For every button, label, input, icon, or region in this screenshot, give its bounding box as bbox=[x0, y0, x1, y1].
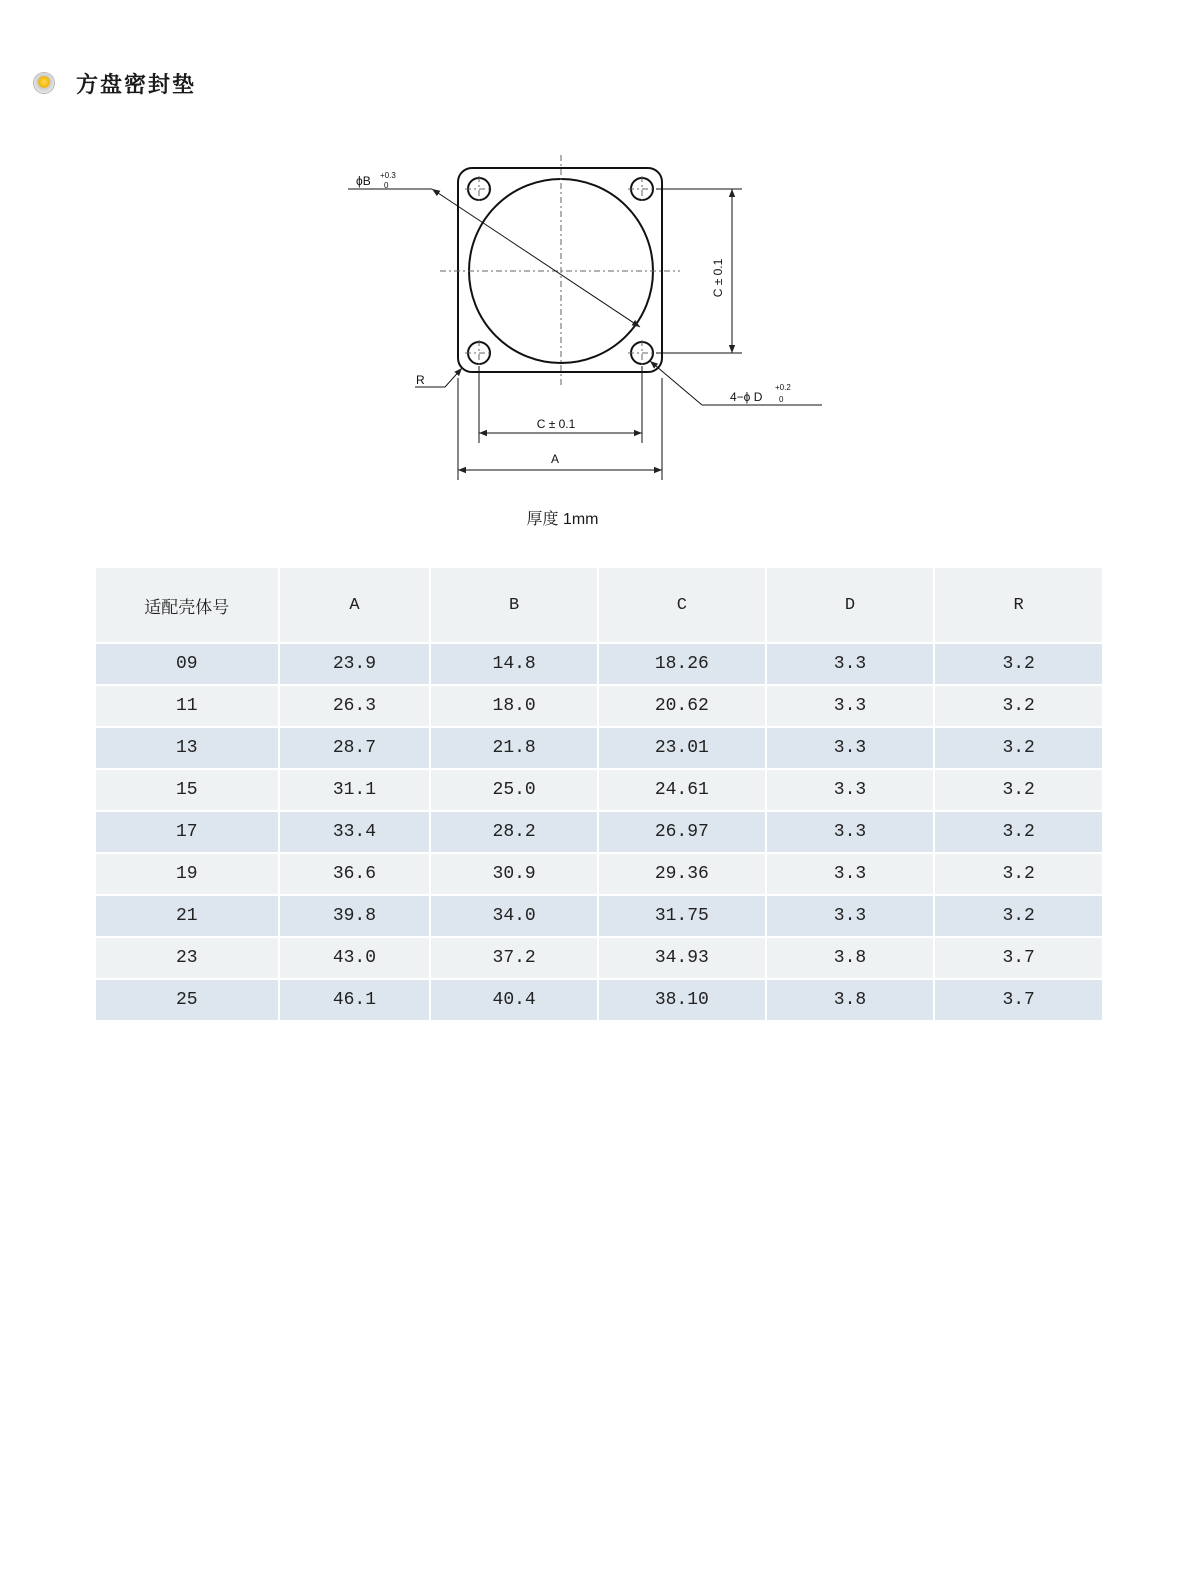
label-holes: 4−ϕ D bbox=[730, 390, 763, 404]
gasket-outline bbox=[458, 168, 662, 372]
table-cell: 3.8 bbox=[767, 938, 934, 978]
table-cell: 3.3 bbox=[767, 728, 934, 768]
section-header bbox=[34, 66, 196, 100]
table-cell: 3.7 bbox=[935, 980, 1102, 1020]
table-cell: 3.3 bbox=[767, 854, 934, 894]
table-cell: 3.3 bbox=[767, 812, 934, 852]
table-cell: 3.7 bbox=[935, 938, 1102, 978]
thickness-note: 厚度 1mm bbox=[526, 511, 599, 528]
table-cell: 3.2 bbox=[935, 728, 1102, 768]
table-cell: 34.93 bbox=[599, 938, 765, 978]
table-cell: 39.8 bbox=[280, 896, 430, 936]
tol-d-upper: +0.2 bbox=[775, 383, 791, 392]
spec-table bbox=[94, 566, 1104, 1022]
column-header: D bbox=[767, 568, 934, 642]
table-cell: 28.7 bbox=[280, 728, 430, 768]
center-lines bbox=[440, 155, 680, 388]
table-header-row bbox=[96, 568, 1102, 642]
section-title: 方盘密封垫 bbox=[76, 71, 197, 97]
label-r: R bbox=[416, 373, 425, 387]
gasket-drawing bbox=[330, 140, 830, 490]
table-cell: 3.3 bbox=[767, 770, 934, 810]
table-cell: 14.8 bbox=[431, 644, 597, 684]
table-cell: 38.10 bbox=[599, 980, 765, 1020]
table-cell: 37.2 bbox=[431, 938, 597, 978]
table-cell: 23 bbox=[96, 938, 278, 978]
table-cell: 18.0 bbox=[431, 686, 597, 726]
table-cell: 28.2 bbox=[431, 812, 597, 852]
table-cell: 3.2 bbox=[935, 896, 1102, 936]
table-row bbox=[96, 812, 1102, 852]
table-cell: 3.2 bbox=[935, 854, 1102, 894]
table-row bbox=[96, 938, 1102, 978]
table-cell: 15 bbox=[96, 770, 278, 810]
table-row bbox=[96, 644, 1102, 684]
table-cell: 11 bbox=[96, 686, 278, 726]
column-header: C bbox=[599, 568, 765, 642]
table-cell: 20.62 bbox=[599, 686, 765, 726]
column-header: 适配壳体号 bbox=[96, 568, 278, 642]
label-a: A bbox=[550, 452, 560, 466]
table-cell: 25.0 bbox=[431, 770, 597, 810]
table-cell: 3.8 bbox=[767, 980, 934, 1020]
table-row bbox=[96, 896, 1102, 936]
table-cell: 09 bbox=[96, 644, 278, 684]
table-cell: 17 bbox=[96, 812, 278, 852]
label-c-horizontal: C ± 0.1 bbox=[536, 417, 576, 431]
table-cell: 36.6 bbox=[280, 854, 430, 894]
table-cell: 18.26 bbox=[599, 644, 765, 684]
radio-bullet-icon bbox=[34, 73, 54, 93]
label-phi-b: ϕB bbox=[356, 174, 371, 188]
table-cell: 46.1 bbox=[280, 980, 430, 1020]
table-cell: 24.61 bbox=[599, 770, 765, 810]
tol-b-upper: +0.3 bbox=[380, 171, 396, 180]
table-row bbox=[96, 728, 1102, 768]
column-header: R bbox=[935, 568, 1102, 642]
table-cell: 19 bbox=[96, 854, 278, 894]
label-c-vertical: C ± 0.1 bbox=[711, 258, 725, 298]
table-row bbox=[96, 854, 1102, 894]
table-cell: 31.1 bbox=[280, 770, 430, 810]
table-cell: 29.36 bbox=[599, 854, 765, 894]
table-cell: 26.3 bbox=[280, 686, 430, 726]
table-row bbox=[96, 980, 1102, 1020]
dim-c-horizontal bbox=[479, 366, 642, 443]
table-cell: 21.8 bbox=[431, 728, 597, 768]
table-cell: 43.0 bbox=[280, 938, 430, 978]
table-cell: 25 bbox=[96, 980, 278, 1020]
table-cell: 3.2 bbox=[935, 686, 1102, 726]
table-cell: 31.75 bbox=[599, 896, 765, 936]
table-cell: 23.01 bbox=[599, 728, 765, 768]
column-header: B bbox=[431, 568, 597, 642]
table-cell: 33.4 bbox=[280, 812, 430, 852]
column-header: A bbox=[280, 568, 430, 642]
table-cell: 34.0 bbox=[431, 896, 597, 936]
table-cell: 21 bbox=[96, 896, 278, 936]
dim-b bbox=[348, 189, 640, 327]
tol-d-lower: 0 bbox=[779, 395, 784, 404]
table-cell: 3.2 bbox=[935, 812, 1102, 852]
table-cell: 3.2 bbox=[935, 770, 1102, 810]
table-cell: 26.97 bbox=[599, 812, 765, 852]
table-cell: 3.3 bbox=[767, 686, 934, 726]
table-cell: 23.9 bbox=[280, 644, 430, 684]
table-cell: 3.3 bbox=[767, 896, 934, 936]
table-cell: 3.2 bbox=[935, 644, 1102, 684]
tol-b-lower: 0 bbox=[384, 181, 389, 190]
table-row bbox=[96, 686, 1102, 726]
table-cell: 40.4 bbox=[431, 980, 597, 1020]
table-cell: 3.3 bbox=[767, 644, 934, 684]
table-row bbox=[96, 770, 1102, 810]
table-cell: 13 bbox=[96, 728, 278, 768]
table-cell: 30.9 bbox=[431, 854, 597, 894]
